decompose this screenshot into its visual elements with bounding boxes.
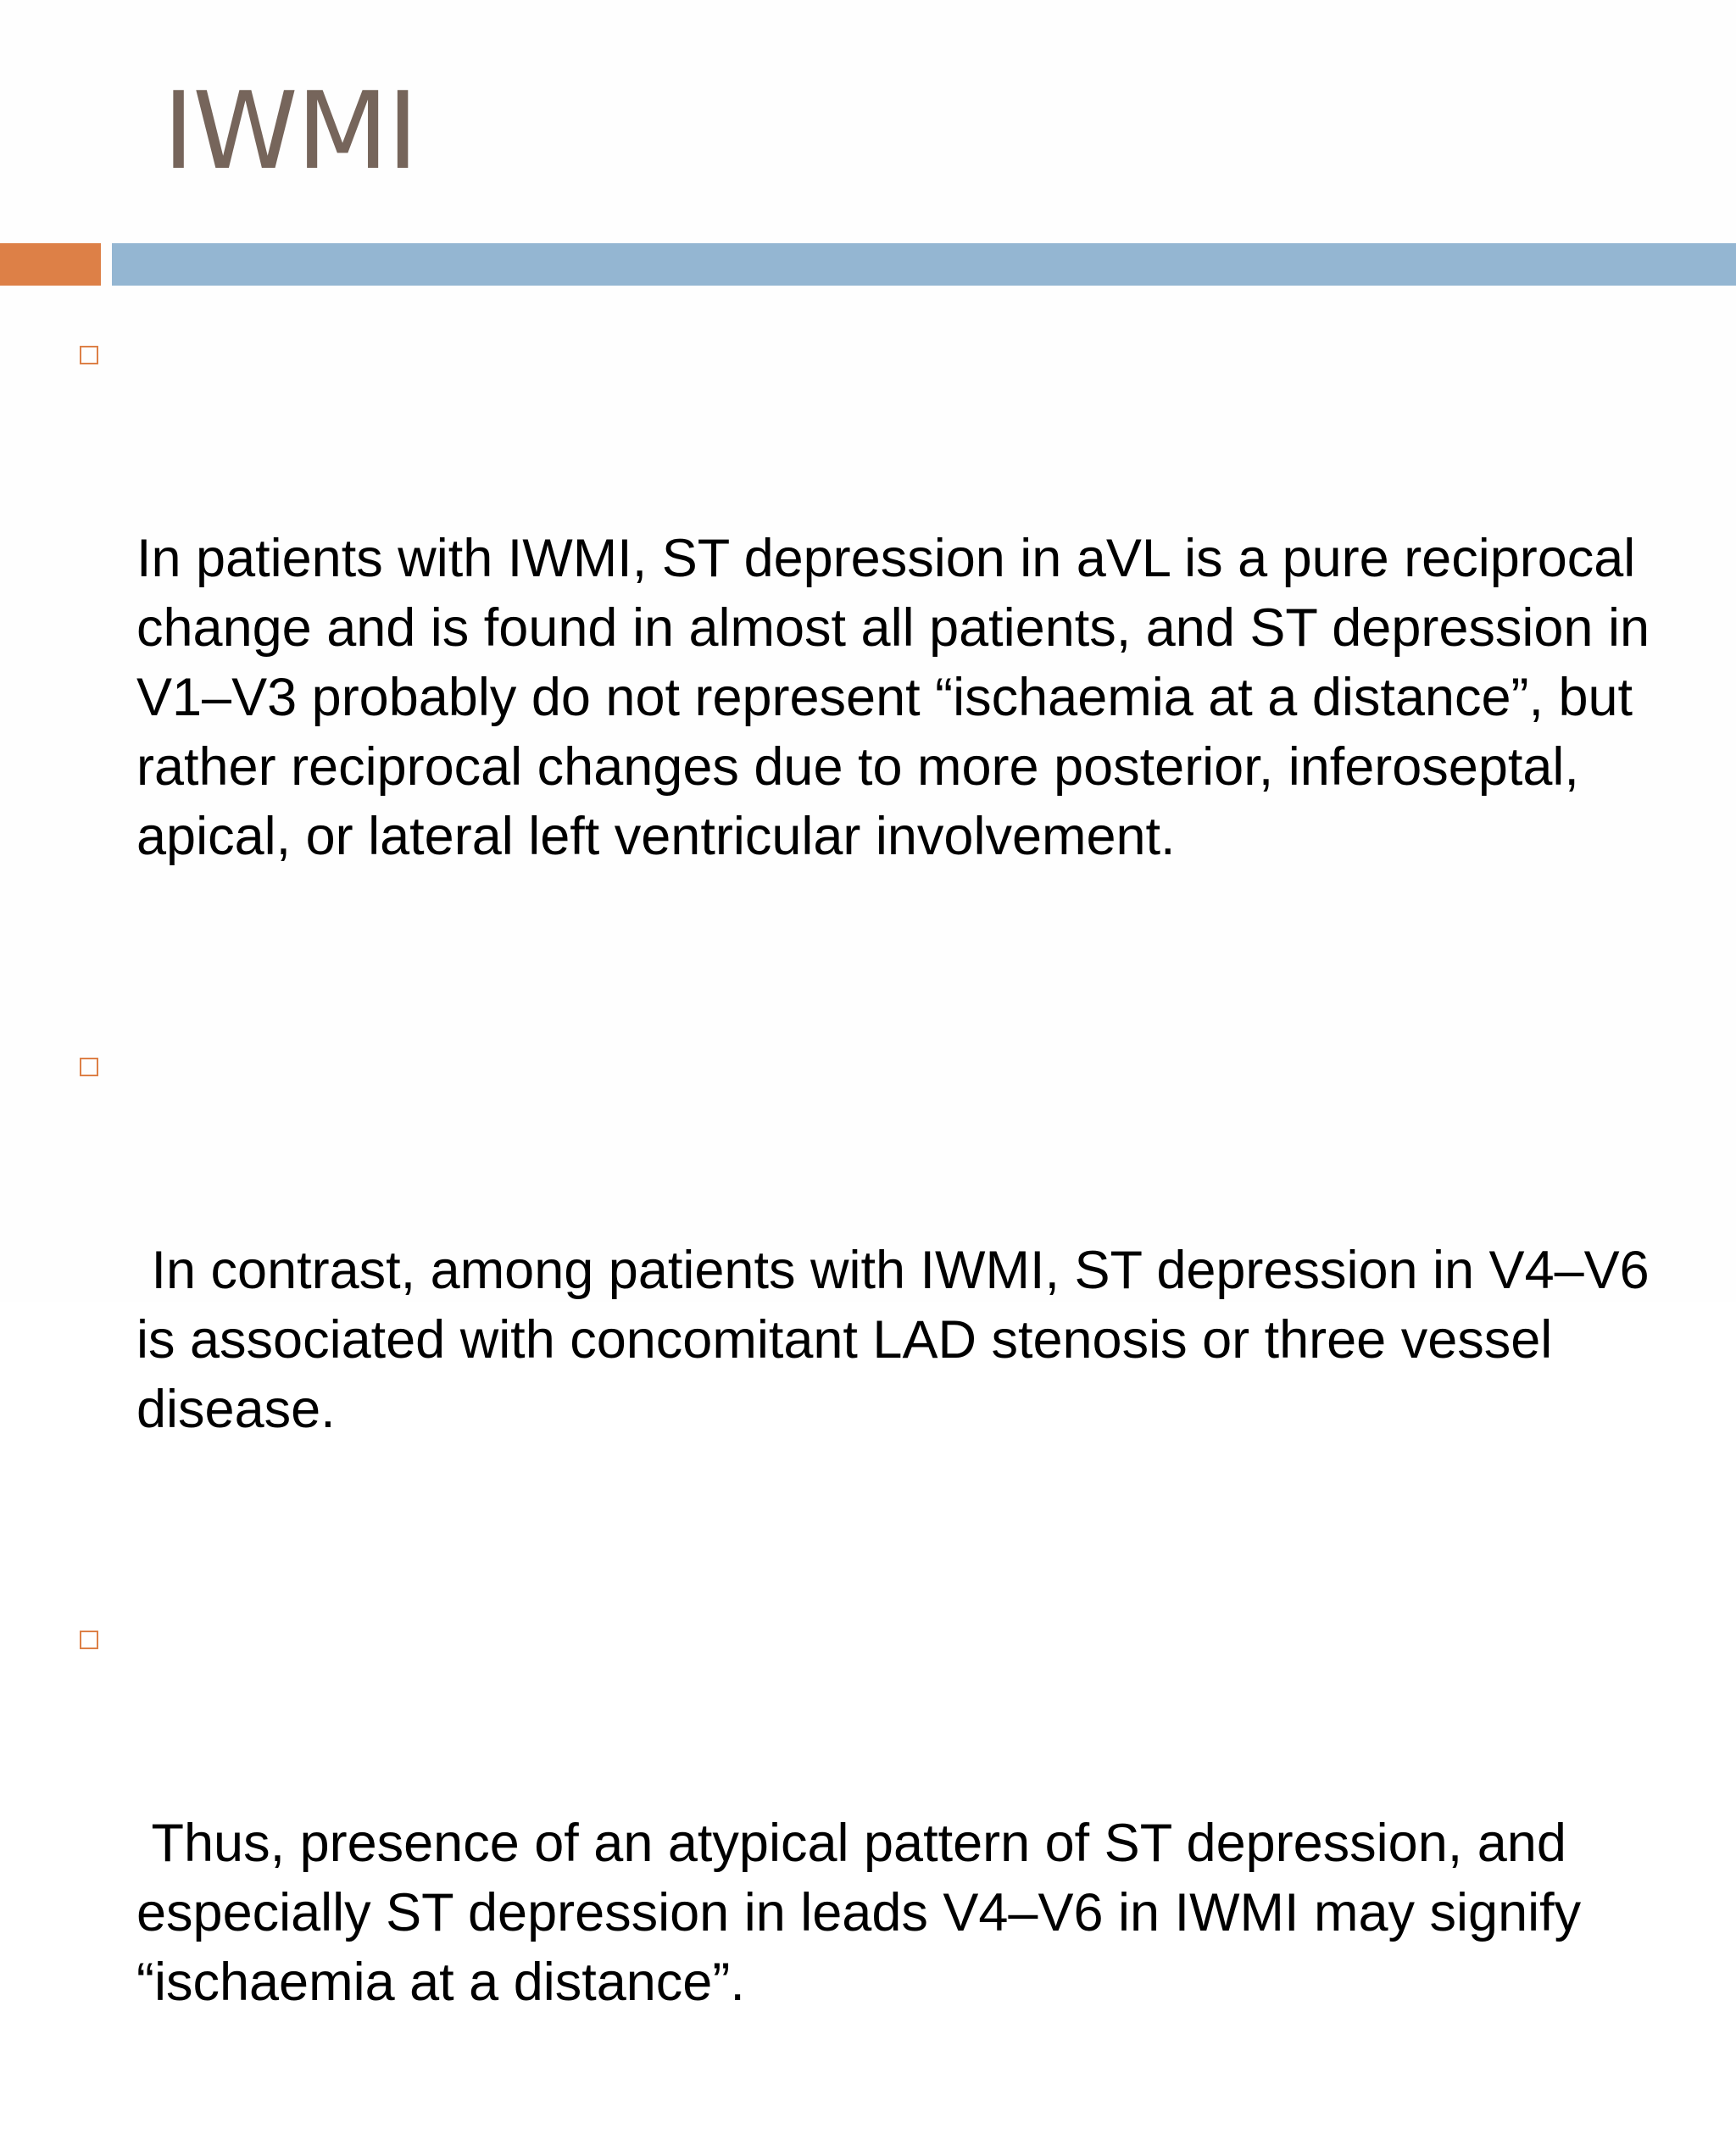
- square-bullet-icon: [80, 346, 98, 364]
- bullet-text: Thus, presence of an atypical pattern of ST depression, and especially ST depression in leads V4–V6 in IWMI may signify “ischaemia at a distance”.: [136, 1814, 1596, 2012]
- square-bullet-icon: [80, 1058, 98, 1076]
- bullet-text: In patients with IWMI, ST depression in aVL is a pure reciprocal change and is found in almost all patients, and ST depression in V1–V3 probably do not represent “ischaemia at a distance”, but rather reciprocal changes due to more posterior, inferoseptal, apical, or lateral left ventricular involvement.: [136, 529, 1679, 866]
- bullet-item: [0, 1600, 1736, 2156]
- slide-title: IWMI: [163, 69, 417, 193]
- bullet-text: In contrast, among patients with IWMI, ST depression in V4–V6 is associated with concomitant LAD stenosis or three vessel disease.: [136, 1241, 1665, 1439]
- square-bullet-icon: [80, 1631, 98, 1649]
- bullet-item: [0, 315, 1736, 1010]
- bullet-list: [0, 315, 1736, 2156]
- title-accent-bar-orange: [0, 243, 101, 286]
- title-accent-bar-blue: [112, 243, 1736, 286]
- bullet-item: [0, 1027, 1736, 1583]
